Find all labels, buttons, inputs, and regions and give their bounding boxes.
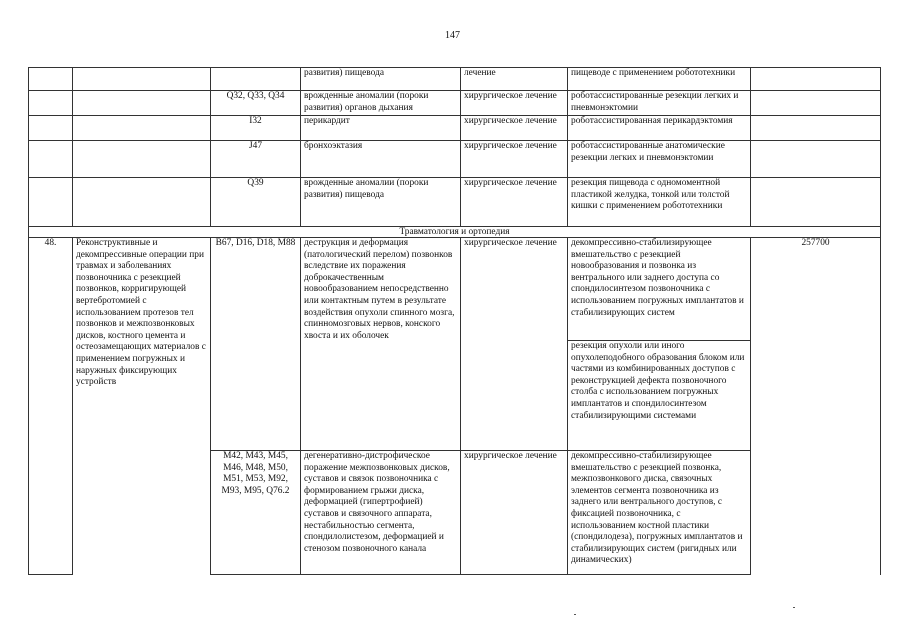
- method-cell: роботассистированные анатомические резекции легких и пневмонэктомии: [568, 141, 751, 178]
- name-cell: [73, 141, 211, 178]
- scan-speck: [574, 614, 576, 615]
- codes-cell: [211, 68, 301, 91]
- cost-cell: [751, 116, 881, 141]
- table-row: [29, 141, 881, 178]
- table-row: [29, 91, 881, 116]
- diagnosis-cell: деструкция и деформация (патологический перелом) позвонков вследствие их поражения доброкачественным новообразованием непосредственно или контактным путем в результате воздействия опухоли спинного мозга, спинномозговых нервов, конского хвоста и их оболочек: [301, 238, 461, 451]
- cost-cell: [751, 68, 881, 91]
- section-title: Травматология и ортопедия: [29, 227, 881, 238]
- codes-cell: Q39: [211, 178, 301, 227]
- codes-cell: M42, M43, M45, M46, M48, M50, M51, M53, M92, M93, M95, Q76.2: [211, 451, 301, 575]
- cost-cell: [751, 178, 881, 227]
- cost-cell: [751, 91, 881, 116]
- treatment-table: [28, 67, 881, 575]
- table-row: [29, 116, 881, 141]
- name-cell: [73, 68, 211, 91]
- treatment-cell: хирургическое лечение: [461, 116, 568, 141]
- table-row: [29, 178, 881, 227]
- diagnosis-cell: бронхоэктазия: [301, 141, 461, 178]
- table-row: [29, 68, 881, 91]
- table-row: [29, 238, 881, 341]
- method-cell: декомпрессивно-стабилизирующее вмешательство с резекцией позвонка, межпозвонкового диска, связочных элементов сегмента позвоночника из заднего или вентрального доступов, с фиксацией позвоночника, с использованием костной пластики (спондилодеза), погружных имплантатов и стабилизирующих систем (ригидных или динамических): [568, 451, 751, 575]
- method-cell: пищеводе с применением робототехники: [568, 68, 751, 91]
- codes-cell: I32: [211, 116, 301, 141]
- cost-cell: [751, 141, 881, 178]
- number-cell: [29, 178, 73, 227]
- treatment-cell: хирургическое лечение: [461, 238, 568, 451]
- method-cell: роботассистированная перикардэктомия: [568, 116, 751, 141]
- diagnosis-cell: развития) пищевода: [301, 68, 461, 91]
- diagnosis-cell: врожденные аномалии (пороки развития) пищевода: [301, 178, 461, 227]
- intervention-name: Реконструктивные и декомпрессивные операции при травмах и заболеваниях позвоночника с резекцией позвонков, корригирующей вертебротомией с использованием протезов тел позвонков и межпозвонковых дисков, костного цемента и остеозамещающих материалов с применением погружных и наружных фиксирующих устройств: [73, 238, 211, 575]
- treatment-cell: хирургическое лечение: [461, 91, 568, 116]
- treatment-cell: лечение: [461, 68, 568, 91]
- method-cell: декомпрессивно-стабилизирующее вмешательство с резекцией новообразования и позвонка из вентрального или заднего доступа со спондилосинтезом позвоночника с использованием погружных имплантатов и стабилизирующих систем: [568, 238, 751, 341]
- method-cell: резекция пищевода с одномоментной пластикой желудка, тонкой или толстой кишки с применением робототехники: [568, 178, 751, 227]
- method-cell: роботассистированные резекции легких и пневмонэктомии: [568, 91, 751, 116]
- section-row: [29, 227, 881, 238]
- name-cell: [73, 116, 211, 141]
- number-cell: [29, 141, 73, 178]
- number-cell: [29, 68, 73, 91]
- cost-cell: 257700: [751, 238, 881, 575]
- codes-cell: B67, D16, D18, M88: [211, 238, 301, 451]
- diagnosis-cell: врожденные аномалии (пороки развития) органов дыхания: [301, 91, 461, 116]
- method-cell: резекция опухоли или иного опухолеподобного образования блоком или частями из комбинированных доступов с реконструкцией дефекта позвоночного столба с использованием погружных имплантатов и спондилосинтезом стабилизирующими системами: [568, 341, 751, 451]
- page-number: 147: [445, 30, 460, 41]
- treatment-cell: хирургическое лечение: [461, 451, 568, 575]
- treatment-cell: хирургическое лечение: [461, 141, 568, 178]
- name-cell: [73, 91, 211, 116]
- codes-cell: J47: [211, 141, 301, 178]
- codes-cell: Q32, Q33, Q34: [211, 91, 301, 116]
- number-cell: [29, 116, 73, 141]
- scan-speck: [793, 607, 795, 608]
- row-number: 48.: [29, 238, 73, 575]
- number-cell: [29, 91, 73, 116]
- treatment-cell: хирургическое лечение: [461, 178, 568, 227]
- diagnosis-cell: дегенеративно-дистрофическое поражение межпозвонковых дисков, суставов и связок позвоночника с формированием грыжи диска, деформацией (гипертрофией) суставов и связочного аппарата, нестабильностью сегмента, спондилолистезом, деформацией и стенозом позвоночного канала: [301, 451, 461, 575]
- diagnosis-cell: перикардит: [301, 116, 461, 141]
- name-cell: [73, 178, 211, 227]
